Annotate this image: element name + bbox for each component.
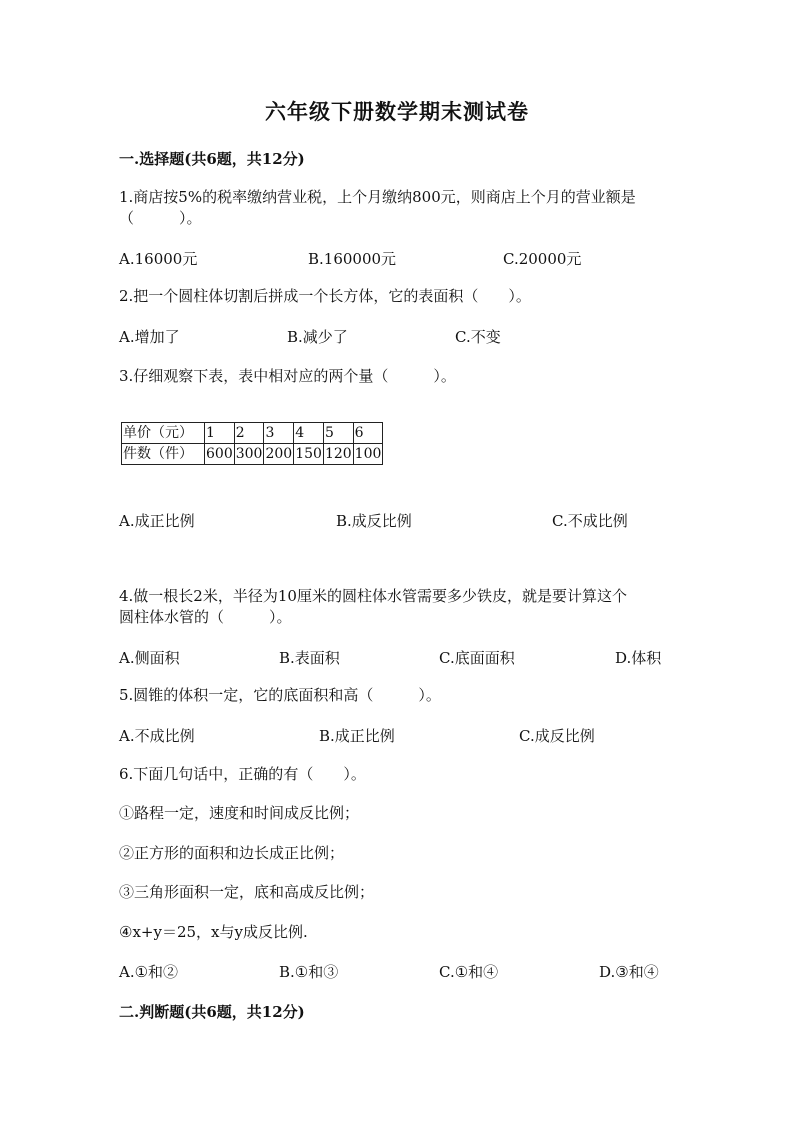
table-cell: 150 — [294, 444, 324, 465]
table-cell: 300 — [234, 444, 264, 465]
question-6-statement-3: ③三角形面积一定，底和高成反比例； — [119, 883, 375, 901]
table-header-cell: 件数（件） — [122, 444, 205, 465]
question-3-option-c: C.不成比例 — [552, 512, 628, 530]
question-4-option-b: B.表面积 — [279, 649, 340, 667]
question-4-option-d: D.体积 — [615, 649, 662, 667]
question-1-text: 1.商店按5%的税率缴纳营业税，上个月缴纳800元，则商店上个月的营业额是 — [119, 188, 636, 206]
question-2-option-c: C.不变 — [455, 328, 501, 346]
table-cell: 120 — [323, 444, 353, 465]
question-3-option-a: A.成正比例 — [119, 512, 195, 530]
table-cell: 4 — [294, 423, 324, 444]
question-5-text: 5.圆锥的体积一定，它的底面积和高（ ）。 — [119, 686, 441, 704]
question-2-option-a: A.增加了 — [119, 328, 180, 346]
table-cell: 3 — [264, 423, 294, 444]
question-3-option-b: B.成反比例 — [336, 512, 412, 530]
question-4-option-a: A.侧面积 — [119, 649, 180, 667]
question-6-option-b: B.①和③ — [279, 963, 339, 981]
question-6-statement-4: ④x+y＝25，x与y成反比例. — [119, 923, 308, 941]
question-4-option-c: C.底面面积 — [439, 649, 515, 667]
question-4-text: 4.做一根长2米，半径为10厘米的圆柱体水管需要多少铁皮，就是要计算这个 — [119, 587, 627, 605]
question-2-text: 2.把一个圆柱体切割后拼成一个长方体，它的表面积（ ）。 — [119, 287, 531, 305]
question-1-option-c: C.20000元 — [503, 250, 582, 268]
question-6-text: 6.下面几句话中，正确的有（ ）。 — [119, 765, 366, 783]
table-cell: 2 — [234, 423, 264, 444]
table-cell: 1 — [205, 423, 235, 444]
question-6-option-d: D.③和④ — [599, 963, 659, 981]
table-cell: 100 — [353, 444, 383, 465]
question-5-option-c: C.成反比例 — [519, 727, 595, 745]
table-header-cell: 单价（元） — [122, 423, 205, 444]
question-6-statement-1: ①路程一定，速度和时间成反比例； — [119, 804, 360, 822]
question-5-option-a: A.不成比例 — [119, 727, 195, 745]
question-5-option-b: B.成正比例 — [319, 727, 395, 745]
question-4-blank: 圆柱体水管的（ ）。 — [119, 608, 292, 626]
price-quantity-table — [121, 422, 383, 465]
section-heading-judgment: 二.判断题(共6题，共12分) — [119, 1003, 305, 1021]
question-6-option-a: A.①和② — [119, 963, 179, 981]
table-row — [122, 423, 383, 444]
question-1-option-b: B.160000元 — [308, 250, 397, 268]
table-cell: 6 — [353, 423, 383, 444]
question-2-option-b: B.减少了 — [287, 328, 348, 346]
question-6-statement-2: ②正方形的面积和边长成正比例； — [119, 844, 345, 862]
table-row — [122, 444, 383, 465]
section-heading-choice: 一.选择题(共6题，共12分) — [119, 150, 305, 168]
table-cell: 5 — [323, 423, 353, 444]
table-cell: 600 — [205, 444, 235, 465]
table-cell: 200 — [264, 444, 294, 465]
question-1-blank: （ ）。 — [119, 209, 202, 227]
page-title: 六年级下册数学期末测试卷 — [265, 99, 529, 124]
question-6-option-c: C.①和④ — [439, 963, 499, 981]
question-1-option-a: A.16000元 — [119, 250, 198, 268]
question-3-text: 3.仔细观察下表，表中相对应的两个量（ ）。 — [119, 367, 456, 385]
